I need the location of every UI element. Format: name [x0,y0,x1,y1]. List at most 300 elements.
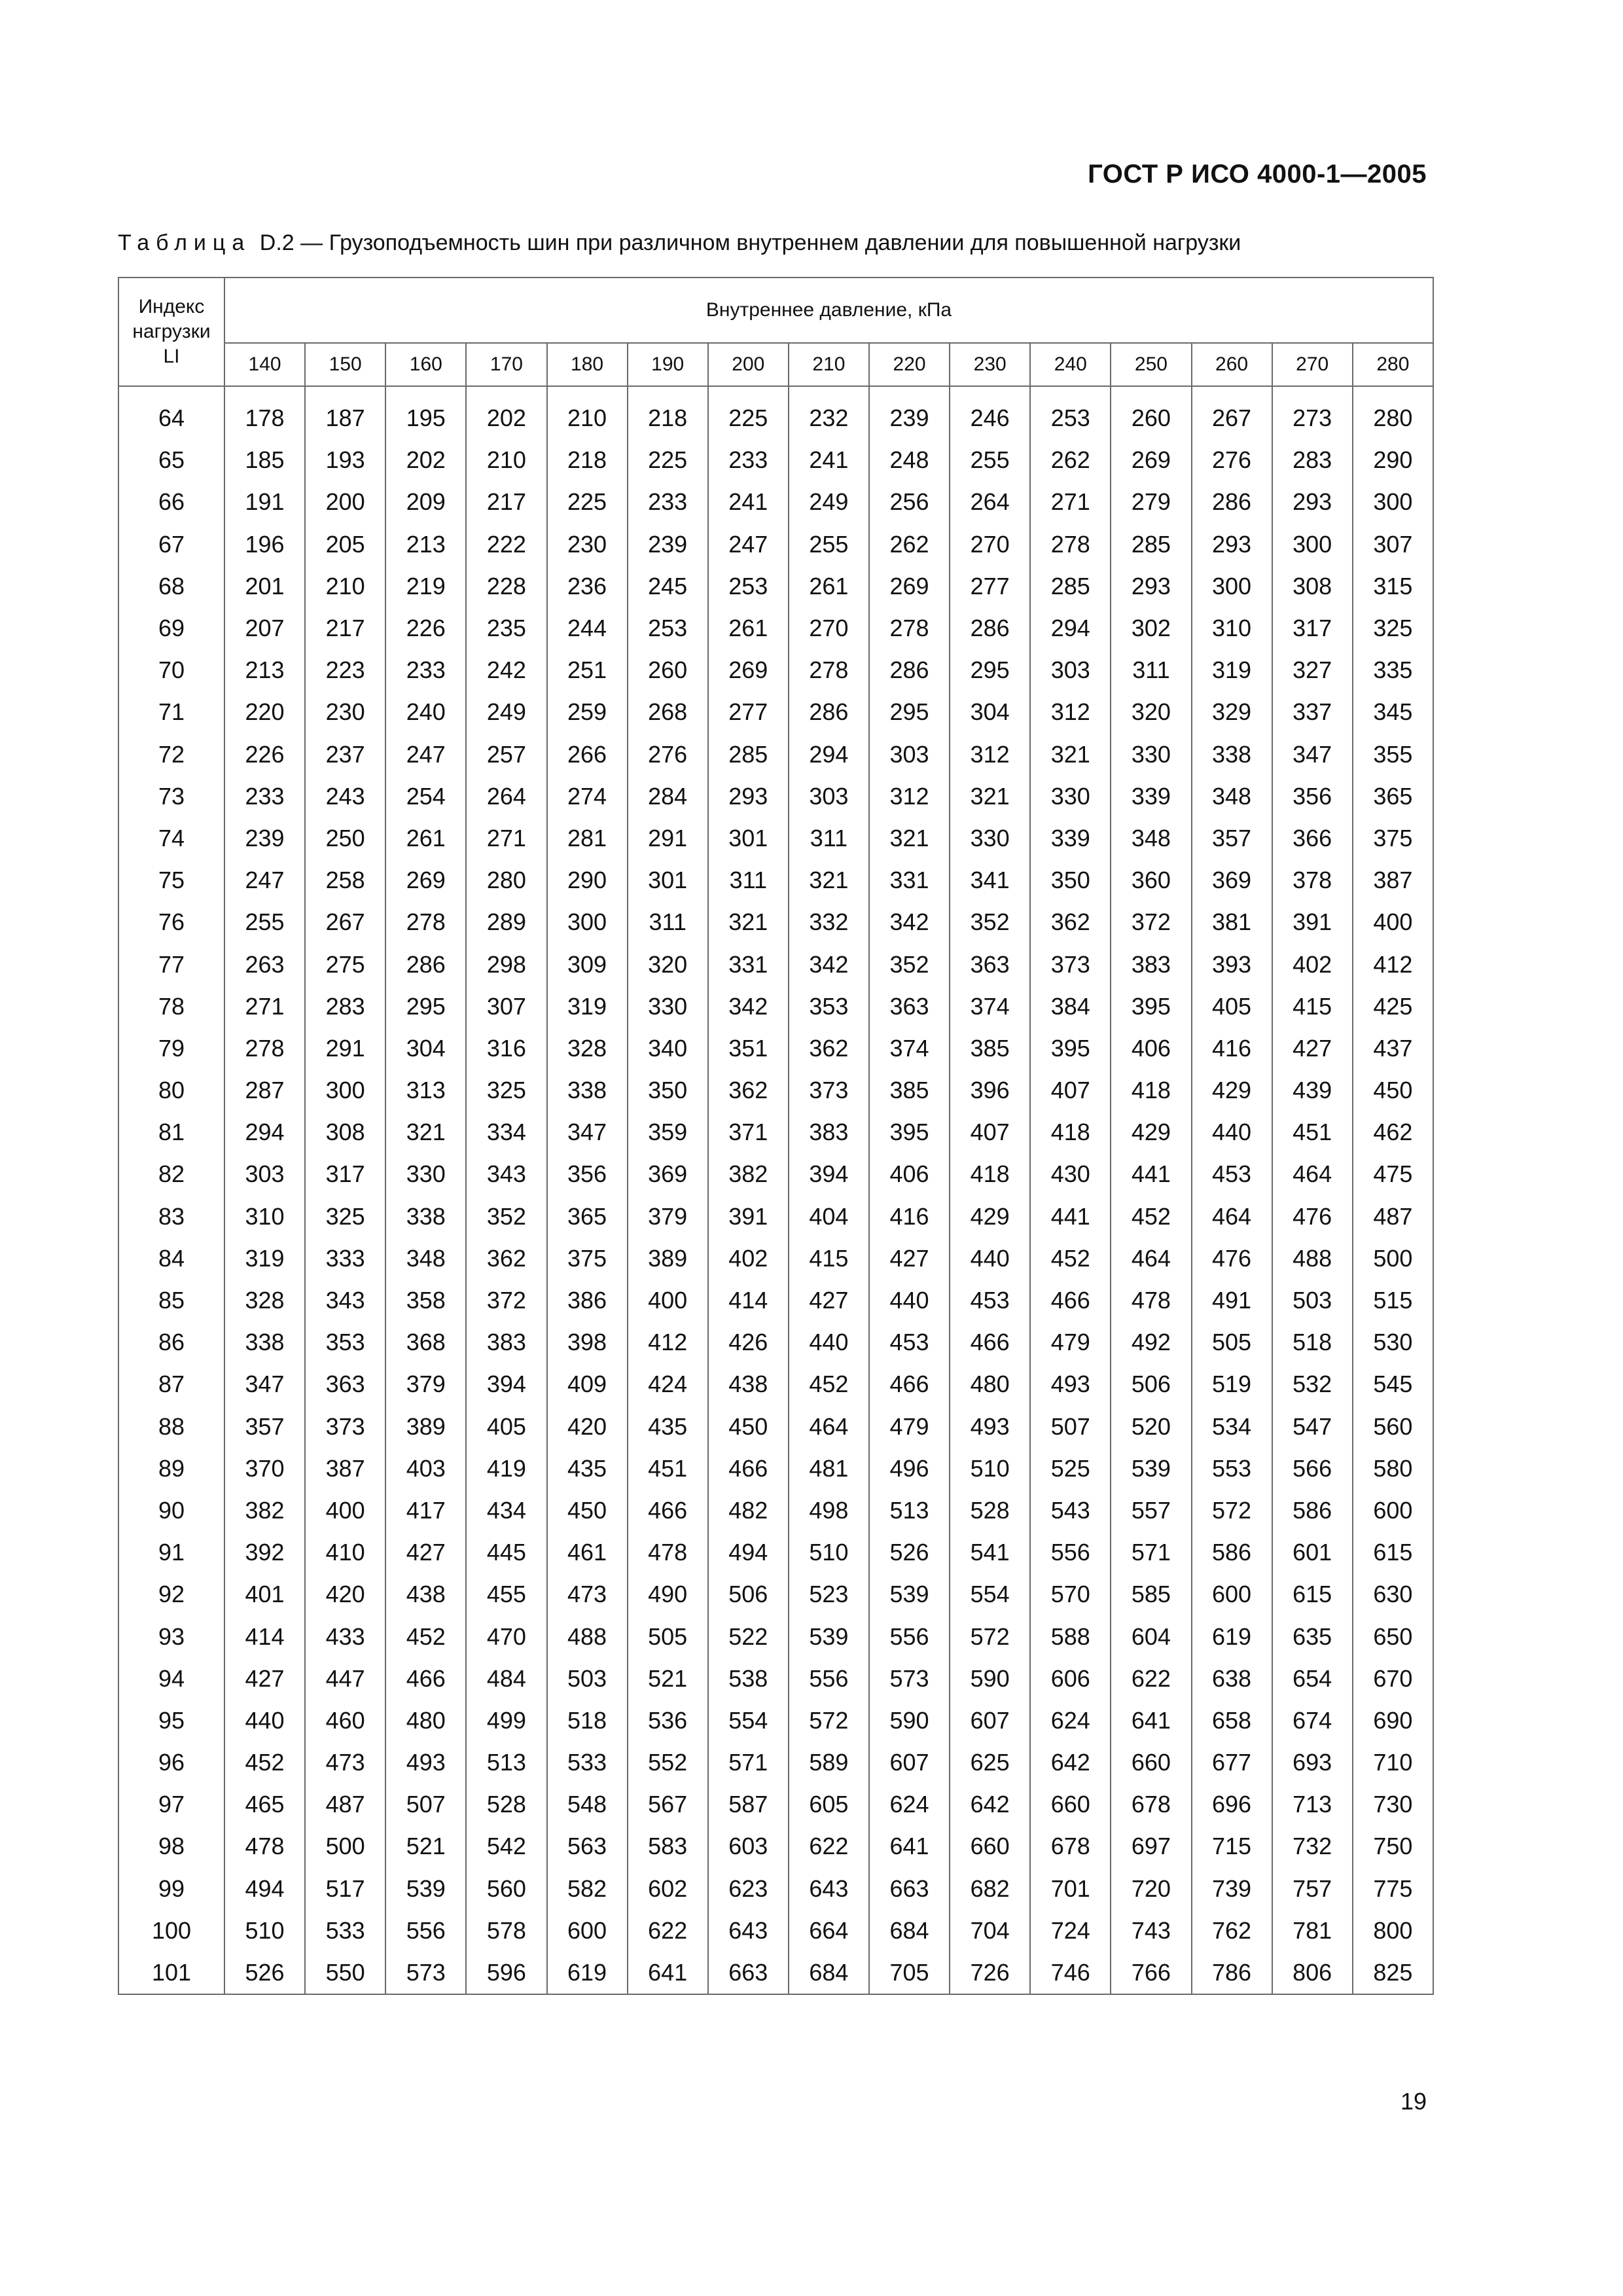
load-index-cell: 87 [118,1363,224,1405]
load-value-cell: 786 [1192,1952,1272,1994]
load-value-cell: 251 [547,649,628,691]
load-value-cell: 452 [1030,1238,1111,1280]
load-value-cell: 441 [1111,1153,1191,1195]
load-value-cell: 445 [466,1532,546,1573]
load-value-cell: 554 [950,1573,1030,1615]
load-value-cell: 379 [385,1363,466,1405]
table-row [118,1321,1433,1363]
load-value-cell: 600 [547,1910,628,1952]
load-value-cell: 328 [547,1028,628,1069]
load-value-cell: 338 [385,1196,466,1238]
load-index-cell: 92 [118,1573,224,1615]
load-index-cell: 78 [118,986,224,1028]
load-value-cell: 493 [1030,1363,1111,1405]
load-value-cell: 420 [547,1406,628,1448]
load-value-cell: 200 [305,481,385,523]
load-value-cell: 500 [305,1825,385,1867]
load-value-cell: 363 [305,1363,385,1405]
load-value-cell: 210 [466,439,546,481]
load-value-cell: 271 [466,817,546,859]
load-value-cell: 560 [1353,1406,1433,1448]
pressure-header-cell: 260 [1192,343,1272,386]
load-value-cell: 342 [708,986,789,1028]
load-value-cell: 233 [628,481,708,523]
load-value-cell: 650 [1353,1615,1433,1657]
load-value-cell: 330 [950,817,1030,859]
load-value-cell: 624 [1030,1700,1111,1742]
table-caption-label: Таблица [118,230,251,255]
load-index-cell: 66 [118,481,224,523]
load-value-cell: 245 [628,565,708,607]
table-row [118,1196,1433,1238]
load-value-cell: 340 [628,1028,708,1069]
load-value-cell: 298 [466,943,546,985]
load-value-cell: 447 [305,1658,385,1700]
load-value-cell: 757 [1272,1868,1353,1910]
load-value-cell: 484 [466,1658,546,1700]
load-value-cell: 418 [1030,1111,1111,1153]
load-value-cell: 513 [869,1490,950,1532]
load-value-cell: 269 [869,565,950,607]
load-value-cell: 496 [869,1448,950,1490]
table-row [118,1532,1433,1573]
load-value-cell: 338 [224,1321,305,1363]
load-value-cell: 379 [628,1196,708,1238]
load-value-cell: 465 [224,1784,305,1825]
load-value-cell: 352 [869,943,950,985]
load-value-cell: 435 [547,1448,628,1490]
load-value-cell: 312 [950,734,1030,776]
load-value-cell: 684 [869,1910,950,1952]
load-value-cell: 232 [789,397,869,439]
load-index-cell: 68 [118,565,224,607]
load-value-cell: 427 [224,1658,305,1700]
load-value-cell: 566 [1272,1448,1353,1490]
load-value-cell: 330 [385,1153,466,1195]
load-value-cell: 278 [224,1028,305,1069]
spacer-cell [547,386,628,397]
load-capacity-table [118,277,1434,1995]
table-row [118,776,1433,817]
load-value-cell: 335 [1353,649,1433,691]
load-value-cell: 541 [950,1532,1030,1573]
load-value-cell: 696 [1192,1784,1272,1825]
load-value-cell: 490 [628,1573,708,1615]
load-index-cell: 81 [118,1111,224,1153]
load-value-cell: 383 [466,1321,546,1363]
table-row [118,1363,1433,1405]
table-row [118,943,1433,985]
load-value-cell: 266 [547,734,628,776]
load-value-cell: 387 [1353,859,1433,901]
load-value-cell: 365 [547,1196,628,1238]
load-value-cell: 255 [789,524,869,565]
load-value-cell: 274 [547,776,628,817]
load-value-cell: 332 [789,901,869,943]
load-value-cell: 233 [385,649,466,691]
load-value-cell: 415 [1272,986,1353,1028]
load-value-cell: 572 [950,1615,1030,1657]
load-value-cell: 539 [869,1573,950,1615]
load-index-cell: 88 [118,1406,224,1448]
pressure-header-cell: 200 [708,343,789,386]
spacer-cell [1272,386,1353,397]
load-value-cell: 219 [385,565,466,607]
load-index-cell: 98 [118,1825,224,1867]
load-value-cell: 437 [1353,1028,1433,1069]
load-value-cell: 678 [1030,1825,1111,1867]
load-value-cell: 539 [385,1868,466,1910]
load-index-header [118,278,224,386]
load-value-cell: 333 [305,1238,385,1280]
load-index-cell: 80 [118,1069,224,1111]
load-value-cell: 505 [1192,1321,1272,1363]
load-index-cell: 93 [118,1615,224,1657]
load-value-cell: 253 [628,607,708,649]
load-value-cell: 310 [224,1196,305,1238]
load-value-cell: 290 [547,859,628,901]
load-value-cell: 578 [466,1910,546,1952]
load-value-cell: 466 [1030,1280,1111,1321]
load-value-cell: 191 [224,481,305,523]
load-value-cell: 601 [1272,1532,1353,1573]
load-value-cell: 543 [1030,1490,1111,1532]
load-value-cell: 352 [950,901,1030,943]
load-value-cell: 533 [305,1910,385,1952]
load-index-cell: 97 [118,1784,224,1825]
load-value-cell: 253 [708,565,789,607]
load-value-cell: 202 [385,439,466,481]
load-value-cell: 521 [385,1825,466,1867]
load-index-cell: 94 [118,1658,224,1700]
load-value-cell: 366 [1272,817,1353,859]
spacer-cell [224,386,305,397]
load-value-cell: 223 [305,649,385,691]
load-value-cell: 506 [708,1573,789,1615]
load-value-cell: 415 [789,1238,869,1280]
load-value-cell: 589 [789,1742,869,1784]
load-value-cell: 425 [1353,986,1433,1028]
load-value-cell: 503 [547,1658,628,1700]
load-value-cell: 510 [950,1448,1030,1490]
load-value-cell: 385 [950,1028,1030,1069]
load-value-cell: 400 [305,1490,385,1532]
load-value-cell: 605 [789,1784,869,1825]
load-value-cell: 300 [305,1069,385,1111]
load-value-cell: 630 [1353,1573,1433,1615]
load-value-cell: 642 [950,1784,1030,1825]
load-value-cell: 334 [466,1111,546,1153]
load-value-cell: 426 [708,1321,789,1363]
load-value-cell: 312 [869,776,950,817]
load-value-cell: 286 [950,607,1030,649]
load-value-cell: 523 [789,1573,869,1615]
load-value-cell: 510 [789,1532,869,1573]
load-value-cell: 475 [1353,1153,1433,1195]
load-value-cell: 697 [1111,1825,1191,1867]
load-value-cell: 619 [547,1952,628,1994]
load-index-cell: 75 [118,859,224,901]
load-value-cell: 243 [305,776,385,817]
spacer-cell [466,386,546,397]
load-value-cell: 257 [466,734,546,776]
load-value-cell: 362 [708,1069,789,1111]
load-value-cell: 369 [1192,859,1272,901]
load-value-cell: 286 [789,691,869,733]
load-value-cell: 750 [1353,1825,1433,1867]
load-value-cell: 739 [1192,1868,1272,1910]
load-value-cell: 225 [708,397,789,439]
load-value-cell: 218 [547,439,628,481]
table-row [118,1490,1433,1532]
load-value-cell: 319 [224,1238,305,1280]
load-value-cell: 743 [1111,1910,1191,1952]
load-value-cell: 362 [1030,901,1111,943]
load-value-cell: 538 [708,1658,789,1700]
load-value-cell: 270 [789,607,869,649]
pressure-header-cell: 140 [224,343,305,386]
table-row [118,1825,1433,1867]
load-index-cell: 82 [118,1153,224,1195]
load-value-cell: 451 [1272,1111,1353,1153]
load-value-cell: 806 [1272,1952,1353,1994]
load-index-cell: 74 [118,817,224,859]
load-value-cell: 416 [1192,1028,1272,1069]
load-value-cell: 210 [305,565,385,607]
table-row [118,734,1433,776]
spacer-cell [869,386,950,397]
load-value-cell: 775 [1353,1868,1433,1910]
table-row [118,986,1433,1028]
load-value-cell: 460 [305,1700,385,1742]
load-value-cell: 539 [789,1615,869,1657]
load-value-cell: 515 [1353,1280,1433,1321]
load-value-cell: 382 [708,1153,789,1195]
load-value-cell: 347 [1272,734,1353,776]
load-value-cell: 269 [385,859,466,901]
page-number: 19 [1400,2088,1427,2115]
load-value-cell: 247 [224,859,305,901]
load-value-cell: 319 [1192,649,1272,691]
load-index-cell: 73 [118,776,224,817]
load-value-cell: 255 [224,901,305,943]
load-value-cell: 285 [1030,565,1111,607]
load-value-cell: 348 [1111,817,1191,859]
load-value-cell: 419 [466,1448,546,1490]
load-value-cell: 526 [869,1532,950,1573]
load-value-cell: 732 [1272,1825,1353,1867]
load-value-cell: 507 [1030,1406,1111,1448]
load-value-cell: 196 [224,524,305,565]
load-value-cell: 480 [950,1363,1030,1405]
load-value-cell: 503 [1272,1280,1353,1321]
load-value-cell: 547 [1272,1406,1353,1448]
load-value-cell: 450 [708,1406,789,1448]
load-value-cell: 553 [1192,1448,1272,1490]
load-value-cell: 255 [950,439,1030,481]
load-value-cell: 286 [385,943,466,985]
load-value-cell: 487 [1353,1196,1433,1238]
load-value-cell: 357 [1192,817,1272,859]
load-value-cell: 466 [385,1658,466,1700]
load-value-cell: 284 [628,776,708,817]
load-value-cell: 261 [708,607,789,649]
load-value-cell: 622 [789,1825,869,1867]
load-value-cell: 433 [305,1615,385,1657]
load-value-cell: 720 [1111,1868,1191,1910]
load-value-cell: 417 [385,1490,466,1532]
load-value-cell: 571 [708,1742,789,1784]
load-value-cell: 350 [628,1069,708,1111]
load-value-cell: 280 [1353,397,1433,439]
pressure-header-row [118,343,1433,386]
load-value-cell: 287 [224,1069,305,1111]
load-value-cell: 370 [224,1448,305,1490]
load-value-cell: 766 [1111,1952,1191,1994]
load-value-cell: 256 [869,481,950,523]
load-value-cell: 519 [1192,1363,1272,1405]
load-value-cell: 205 [305,524,385,565]
load-value-cell: 331 [869,859,950,901]
load-value-cell: 701 [1030,1868,1111,1910]
load-index-header-line2: нагрузки [132,321,211,342]
spacer-cell [1111,386,1191,397]
table-row [118,649,1433,691]
load-value-cell: 320 [1111,691,1191,733]
load-value-cell: 261 [789,565,869,607]
load-value-cell: 207 [224,607,305,649]
load-value-cell: 311 [708,859,789,901]
load-value-cell: 247 [385,734,466,776]
table-row [118,691,1433,733]
load-value-cell: 478 [224,1825,305,1867]
load-value-cell: 450 [547,1490,628,1532]
load-value-cell: 438 [385,1573,466,1615]
load-value-cell: 281 [547,817,628,859]
load-value-cell: 250 [305,817,385,859]
load-value-cell: 321 [950,776,1030,817]
table-row [118,817,1433,859]
load-value-cell: 342 [789,943,869,985]
load-value-cell: 663 [869,1868,950,1910]
load-value-cell: 440 [950,1238,1030,1280]
load-value-cell: 325 [305,1196,385,1238]
load-value-cell: 556 [869,1615,950,1657]
load-value-cell: 317 [305,1153,385,1195]
load-value-cell: 378 [1272,859,1353,901]
load-value-cell: 278 [1030,524,1111,565]
load-value-cell: 365 [1353,776,1433,817]
load-value-cell: 440 [869,1280,950,1321]
load-value-cell: 316 [466,1028,546,1069]
load-value-cell: 235 [466,607,546,649]
pressure-header-cell: 220 [869,343,950,386]
load-value-cell: 704 [950,1910,1030,1952]
load-value-cell: 410 [305,1532,385,1573]
load-value-cell: 556 [789,1658,869,1700]
load-value-cell: 705 [869,1952,950,1994]
load-value-cell: 590 [950,1658,1030,1700]
load-value-cell: 572 [1192,1490,1272,1532]
load-value-cell: 510 [224,1910,305,1952]
document-code: ГОСТ Р ИСО 4000-1—2005 [1088,160,1427,188]
load-value-cell: 187 [305,397,385,439]
load-value-cell: 402 [708,1238,789,1280]
load-value-cell: 374 [950,986,1030,1028]
load-value-cell: 715 [1192,1825,1272,1867]
load-value-cell: 552 [628,1742,708,1784]
load-value-cell: 520 [1111,1406,1191,1448]
load-index-cell: 71 [118,691,224,733]
load-index-cell: 79 [118,1028,224,1069]
load-value-cell: 270 [950,524,1030,565]
load-value-cell: 343 [305,1280,385,1321]
load-value-cell: 407 [950,1111,1030,1153]
load-index-cell: 64 [118,397,224,439]
load-value-cell: 513 [466,1742,546,1784]
load-value-cell: 239 [869,397,950,439]
load-value-cell: 302 [1111,607,1191,649]
load-value-cell: 567 [628,1784,708,1825]
load-value-cell: 239 [628,524,708,565]
load-value-cell: 321 [708,901,789,943]
load-value-cell: 530 [1353,1321,1433,1363]
load-value-cell: 321 [1030,734,1111,776]
load-value-cell: 542 [466,1825,546,1867]
load-value-cell: 217 [466,481,546,523]
load-value-cell: 480 [385,1700,466,1742]
load-value-cell: 518 [1272,1321,1353,1363]
load-value-cell: 273 [1272,397,1353,439]
load-value-cell: 462 [1353,1111,1433,1153]
load-value-cell: 470 [466,1615,546,1657]
table-row [118,397,1433,439]
table-row [118,1238,1433,1280]
load-value-cell: 339 [1111,776,1191,817]
load-value-cell: 622 [628,1910,708,1952]
load-value-cell: 713 [1272,1784,1353,1825]
load-value-cell: 586 [1272,1490,1353,1532]
load-value-cell: 600 [1353,1490,1433,1532]
load-value-cell: 357 [224,1406,305,1448]
load-value-cell: 452 [385,1615,466,1657]
load-value-cell: 693 [1272,1742,1353,1784]
load-value-cell: 263 [224,943,305,985]
load-value-cell: 398 [547,1321,628,1363]
load-value-cell: 286 [1192,481,1272,523]
load-value-cell: 386 [547,1280,628,1321]
load-index-cell: 99 [118,1868,224,1910]
load-value-cell: 264 [950,481,1030,523]
load-value-cell: 482 [708,1490,789,1532]
load-value-cell: 479 [1030,1321,1111,1363]
load-value-cell: 402 [1272,943,1353,985]
load-value-cell: 300 [547,901,628,943]
load-value-cell: 427 [385,1532,466,1573]
load-value-cell: 587 [708,1784,789,1825]
load-value-cell: 429 [1192,1069,1272,1111]
load-value-cell: 455 [466,1573,546,1615]
load-index-cell: 89 [118,1448,224,1490]
load-value-cell: 343 [466,1153,546,1195]
load-value-cell: 341 [950,859,1030,901]
spacer-cell [1353,386,1433,397]
load-value-cell: 572 [789,1700,869,1742]
table-row [118,1742,1433,1784]
load-value-cell: 418 [1111,1069,1191,1111]
load-index-cell: 76 [118,901,224,943]
table-row [118,1406,1433,1448]
